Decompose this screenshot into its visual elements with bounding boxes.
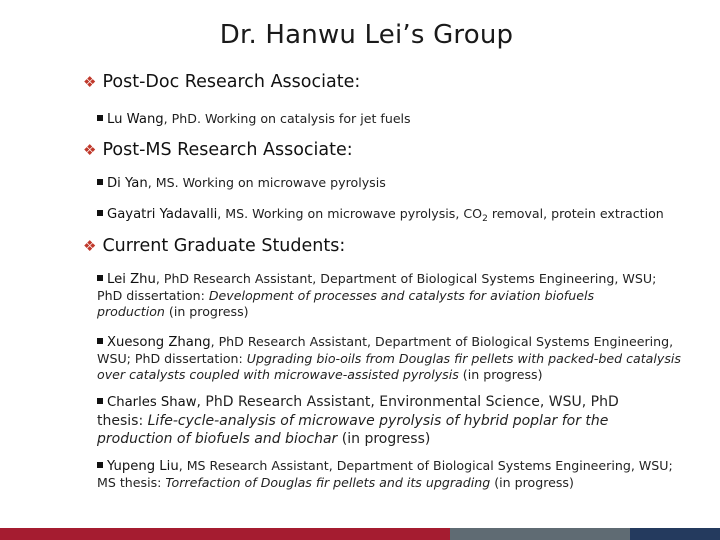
person-description: , MS Research Assistant, Department of Biological Systems Engineering, WSU; MS thesis:: [97, 458, 673, 490]
person-name: Lu Wang: [107, 112, 164, 127]
footer-bar-navy: [630, 528, 720, 540]
person-description: , PhD Research Assistant, Department of Biological Systems Engineering, WSU; PhD dissertation:: [97, 334, 674, 366]
person-description: , PhD Research Assistant, Environmental Science, WSU, PhD thesis:: [97, 394, 619, 429]
square-bullet-icon: [97, 275, 103, 281]
status: (in progress): [164, 304, 249, 319]
square-bullet-icon: [97, 115, 103, 121]
person-description: , MS. Working on microwave pyrolysis, CO: [217, 206, 483, 221]
entry-lu-wang: [97, 111, 697, 128]
entry-yupeng-liu: [97, 458, 687, 491]
section-heading: Post-Doc Research Associate:: [102, 72, 361, 92]
thesis-title: Torrefaction of Douglas fir pellets and its upgrading: [165, 475, 491, 490]
entry-lei-zhu: [97, 271, 662, 320]
square-bullet-icon: [97, 462, 103, 468]
section-heading: Current Graduate Students:: [102, 236, 346, 256]
status: (in progress): [458, 367, 543, 382]
footer-bar-red: [0, 528, 450, 540]
section-heading: Post-MS Research Associate:: [102, 140, 353, 160]
entry-charles-shaw: [97, 393, 667, 448]
person-description: , PhD. Working on catalysis for jet fuels: [163, 111, 411, 126]
person-name: Xuesong Zhang: [107, 335, 211, 350]
diamond-bullet-icon: ❖: [83, 73, 97, 91]
dissertation-title: Upgrading bio-oils from Douglas fir pellets with packed-bed catalysis over catalysts coupled with microwave-assisted pyrolysis: [97, 351, 681, 382]
slide-title: Dr. Hanwu Lei’s Group: [219, 20, 514, 50]
person-name: Lei Zhu: [107, 272, 156, 287]
person-name: Charles Shaw: [107, 395, 197, 410]
subscript: 2: [482, 214, 488, 224]
dissertation-title: Development of processes and catalysts for aviation biofuels production: [97, 288, 595, 319]
diamond-bullet-icon: ❖: [83, 237, 97, 255]
person-name: Di Yan: [107, 176, 148, 191]
status: (in progress): [337, 431, 431, 447]
section-grad: [83, 236, 345, 256]
entry-di-yan: [97, 175, 697, 192]
entry-gayatri-yadavalli: [97, 206, 707, 227]
person-name: Gayatri Yadavalli: [107, 207, 218, 222]
diamond-bullet-icon: ❖: [83, 141, 97, 159]
section-postdoc: [83, 72, 360, 92]
footer-bar-gray: [450, 528, 630, 540]
square-bullet-icon: [97, 179, 103, 185]
thesis-title: Life-cycle-analysis of microwave pyrolysis of hybrid poplar for the production of biofuels and biochar: [97, 413, 609, 447]
person-description-cont: removal, protein extraction: [487, 206, 664, 221]
person-description: , PhD Research Assistant, Department of Biological Systems Engineering, WSU; PhD dissertation:: [97, 271, 657, 303]
square-bullet-icon: [97, 398, 103, 404]
person-name: Yupeng Liu: [107, 459, 179, 474]
status: (in progress): [490, 475, 574, 490]
square-bullet-icon: [97, 338, 103, 344]
square-bullet-icon: [97, 210, 103, 216]
person-description: , MS. Working on microwave pyrolysis: [147, 175, 386, 190]
entry-xuesong-zhang: [97, 334, 682, 383]
section-postms: [83, 140, 353, 160]
